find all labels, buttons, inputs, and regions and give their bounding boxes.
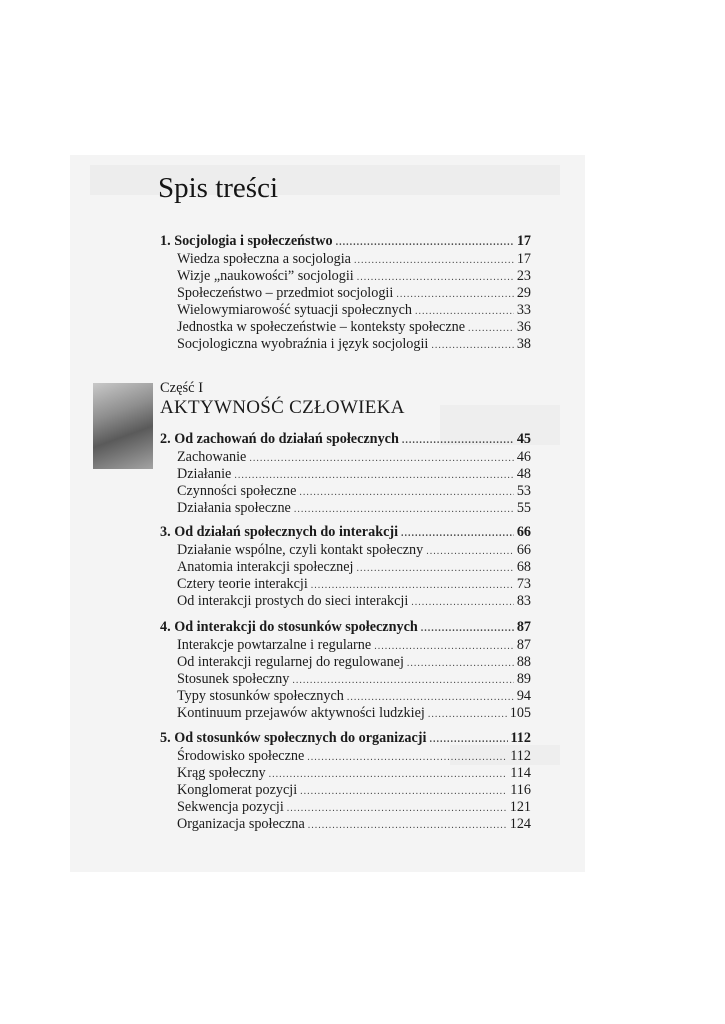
leader-dots [431, 337, 513, 354]
page-number: 121 [509, 799, 531, 815]
toc-chapter-5 [160, 728, 531, 833]
toc-chapter-2 [160, 429, 531, 517]
part-label: Część I [160, 380, 204, 396]
leader-dots [269, 766, 508, 783]
toc-item[interactable] [160, 559, 531, 576]
toc-item[interactable] [160, 748, 531, 765]
part-title: AKTYWNOŚĆ CZŁOWIEKA [160, 397, 405, 418]
page-number: 53 [516, 483, 531, 499]
toc-item[interactable] [160, 251, 531, 268]
item-title: Od interakcji regularnej do regulowanej [177, 654, 404, 670]
chapter-title: 3. Od działań społecznych do interakcji [160, 524, 399, 540]
page-number: 17 [516, 251, 531, 267]
page-number: 48 [516, 466, 531, 482]
toc-item[interactable] [160, 285, 531, 302]
item-title: Wizje „naukowości” socjologii [177, 268, 354, 284]
toc-item[interactable] [160, 576, 531, 593]
toc-item[interactable] [160, 705, 531, 722]
page-number: 29 [516, 285, 531, 301]
chapter-title: 2. Od zachowań do działań społecznych [160, 431, 399, 447]
page-number: 55 [516, 500, 531, 516]
page-number: 66 [516, 542, 531, 558]
toc-item[interactable] [160, 500, 531, 517]
item-title: Organizacja społeczna [177, 816, 305, 832]
toc-item[interactable] [160, 302, 531, 319]
toc-chapter-entry[interactable] [160, 429, 531, 449]
page-number: 112 [510, 748, 531, 764]
toc-item[interactable] [160, 449, 531, 466]
toc-chapter-entry[interactable] [160, 617, 531, 637]
page-number: 33 [516, 302, 531, 318]
leader-dots [468, 320, 514, 337]
leader-dots [354, 252, 514, 269]
page-number: 45 [516, 431, 531, 447]
page-number: 88 [516, 654, 531, 670]
page-number: 112 [510, 730, 531, 746]
item-title: Cztery teorie interakcji [177, 576, 308, 592]
toc-item[interactable] [160, 637, 531, 654]
item-title: Od interakcji prostych do sieci interakcji [177, 593, 409, 609]
item-title: Anatomia interakcji społecznej [177, 559, 354, 575]
leader-dots [415, 303, 514, 320]
page-number: 87 [516, 637, 531, 653]
page-number: 116 [510, 782, 531, 798]
toc-item[interactable] [160, 593, 531, 610]
leader-dots [311, 577, 514, 594]
item-title: Socjologiczna wyobraźnia i język socjologii [177, 336, 429, 352]
item-title: Zachowanie [177, 449, 247, 465]
item-title: Kontinuum przejawów aktywności ludzkiej [177, 705, 425, 721]
toc-item[interactable] [160, 466, 531, 483]
leader-dots [402, 431, 514, 451]
page-number: 73 [516, 576, 531, 592]
leader-dots [299, 484, 513, 501]
toc-chapter-entry[interactable] [160, 728, 531, 748]
toc-chapter-entry[interactable] [160, 231, 531, 251]
item-title: Wielowymiarowość sytuacji społecznych [177, 302, 413, 318]
leader-dots [292, 672, 514, 689]
toc-item[interactable] [160, 765, 531, 782]
leader-dots [428, 706, 507, 723]
leader-dots [287, 800, 507, 817]
page-number: 87 [516, 619, 531, 635]
chapter-title: 5. Od stosunków społecznych do organizacji [160, 730, 427, 746]
leader-dots [401, 524, 514, 544]
item-title: Krąg społeczny [177, 765, 266, 781]
item-title: Interakcje powtarzalne i regularne [177, 637, 372, 653]
page-number: 36 [516, 319, 531, 335]
chapter-title: 4. Od interakcji do stosunków społecznych [160, 619, 418, 635]
chapter-title: 1. Socjologia i społeczeństwo [160, 233, 333, 249]
page-number: 105 [509, 705, 531, 721]
page-title: Spis treści [158, 172, 279, 204]
leader-dots [347, 689, 514, 706]
toc-chapter-entry[interactable] [160, 522, 531, 542]
item-title: Działania społeczne [177, 500, 291, 516]
item-title: Jednostka w społeczeństwie – konteksty społeczne [177, 319, 466, 335]
leader-dots [249, 450, 513, 467]
leader-dots [426, 543, 514, 560]
leader-dots [429, 730, 507, 750]
item-title: Działanie wspólne, czyli kontakt społeczny [177, 542, 424, 558]
toc-item[interactable] [160, 688, 531, 705]
toc-chapter-1 [160, 231, 531, 353]
toc-item[interactable] [160, 654, 531, 671]
leader-dots [411, 594, 514, 611]
page-number: 83 [516, 593, 531, 609]
page-number: 38 [516, 336, 531, 352]
page-number: 124 [509, 816, 531, 832]
item-title: Stosunek społeczny [177, 671, 290, 687]
part-photo-thumbnail [93, 383, 153, 469]
leader-dots [234, 467, 513, 484]
leader-dots [407, 655, 514, 672]
page-number: 89 [516, 671, 531, 687]
toc-item[interactable] [160, 542, 531, 559]
page-number: 114 [510, 765, 531, 781]
leader-dots [294, 501, 514, 518]
leader-dots [396, 286, 513, 303]
item-title: Czynności społeczne [177, 483, 297, 499]
leader-dots [357, 560, 514, 577]
toc-chapter-3 [160, 522, 531, 610]
item-title: Środowisko społeczne [177, 748, 305, 764]
leader-dots [374, 638, 514, 655]
item-title: Sekwencja pozycji [177, 799, 284, 815]
item-title: Typy stosunków społecznych [177, 688, 344, 704]
item-title: Społeczeństwo – przedmiot socjologii [177, 285, 394, 301]
item-title: Wiedza społeczna a socjologia [177, 251, 351, 267]
toc-item[interactable] [160, 782, 531, 799]
leader-dots [307, 749, 507, 766]
item-title: Konglomerat pozycji [177, 782, 298, 798]
toc-item[interactable] [160, 816, 531, 833]
leader-dots [300, 783, 507, 800]
leader-dots [308, 817, 507, 834]
toc-item[interactable] [160, 319, 531, 336]
toc-item[interactable] [160, 799, 531, 816]
toc-chapter-4 [160, 617, 531, 722]
leader-dots [336, 233, 514, 253]
page-number: 23 [516, 268, 531, 284]
leader-dots [421, 619, 514, 639]
page-number: 94 [516, 688, 531, 704]
toc-item[interactable] [160, 268, 531, 285]
page-number: 66 [516, 524, 531, 540]
toc-item[interactable] [160, 336, 531, 353]
toc-item[interactable] [160, 671, 531, 688]
page-number: 17 [516, 233, 531, 249]
toc-item[interactable] [160, 483, 531, 500]
leader-dots [357, 269, 514, 286]
item-title: Działanie [177, 466, 232, 482]
page-number: 68 [516, 559, 531, 575]
page-number: 46 [516, 449, 531, 465]
